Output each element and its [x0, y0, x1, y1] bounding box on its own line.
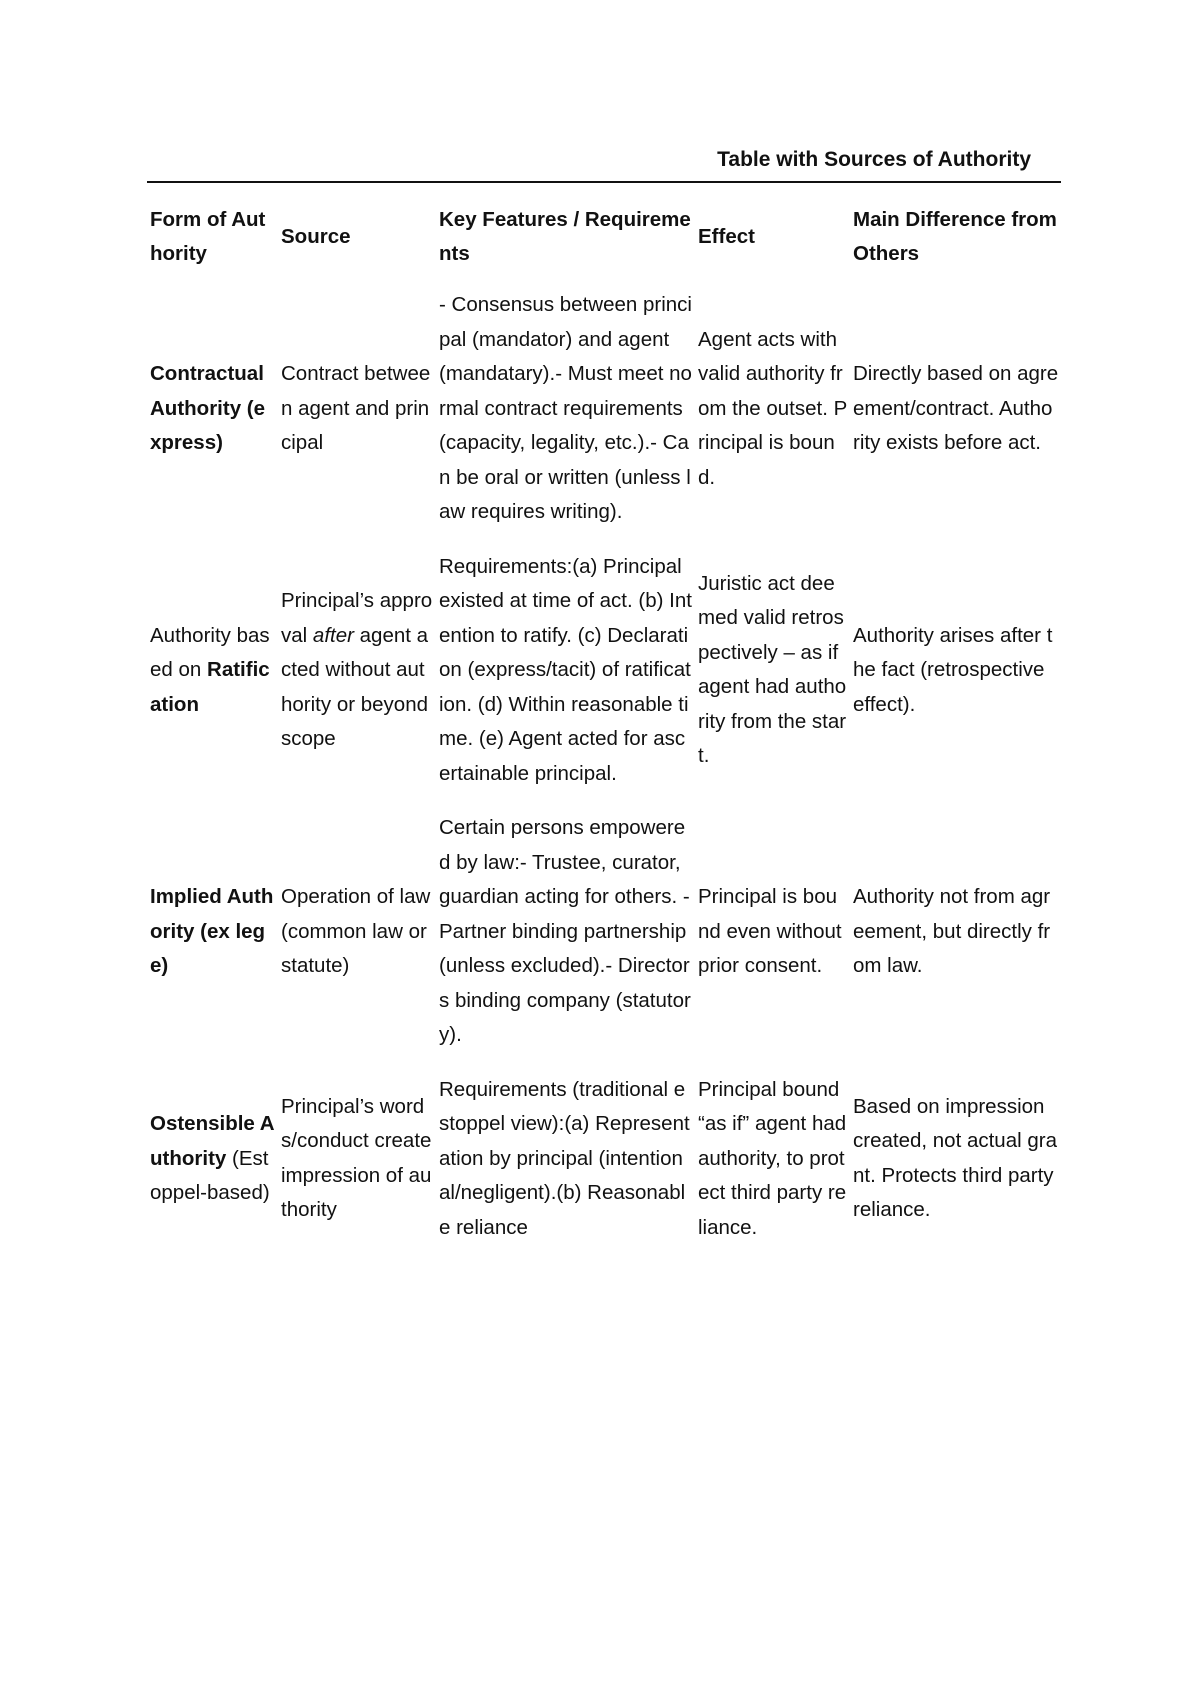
header-form-of-authority: Form of Authority — [150, 207, 266, 265]
cell-features: Requirements (traditional estoppel view):(a) Representation by principal (intentional/negligent).(b) Reasonable reliance — [439, 1077, 690, 1239]
form-label: Ostensible Authority — [150, 1112, 275, 1170]
header-main-difference: Main Difference from Others — [853, 207, 1057, 265]
table-row-contractual — [147, 282, 1061, 544]
source-text-after: agent acted without authority or beyond scope — [281, 623, 429, 750]
form-label-plain: Authority based on — [150, 623, 270, 681]
cell-form — [147, 1067, 278, 1260]
cell-source — [278, 544, 436, 806]
cell-difference: Based on impression created, not actual grant. Protects third party reliance. — [853, 1094, 1057, 1222]
cell-source: Contract between agent and principal — [281, 362, 431, 454]
table-row-ratification — [147, 544, 1061, 806]
cell-form — [147, 805, 278, 1067]
source-text-italic: after — [312, 623, 354, 647]
cell-form — [147, 544, 278, 806]
form-label: Contractual Authority (express) — [150, 362, 266, 454]
cell-effect: Agent acts with valid authority from the outset. Principal is bound. — [698, 327, 848, 489]
cell-features: Requirements:(a) Principal existed at time of act. (b) Intention to ratify. (c) Declaration (express/tacit) of ratification. (d) Within reasonable time. (e) Agent acted for ascertainable principal. — [439, 554, 692, 785]
cell-difference: Directly based on agreement/contract. Authority exists before act. — [853, 362, 1059, 454]
cell-effect: Principal bound “as if” agent had authority, to protect third party reliance. — [698, 1077, 847, 1239]
cell-difference: Authority not from agreement, but directly from law. — [853, 885, 1051, 977]
cell-features: - Consensus between principal (mandator) and agent (mandatary).- Must meet normal contract requirements (capacity, legality, etc.).- Can be oral or written (unless law requires writing). — [439, 293, 692, 523]
header-effect: Effect — [698, 224, 755, 248]
cell-form — [147, 282, 278, 544]
header-source: Source — [281, 224, 351, 248]
cell-features: Certain persons empowered by law:- Trustee, curator, guardian acting for others. - Partner binding partnership (unless excluded).- Directors binding company (statutory). — [439, 816, 691, 1046]
source-text-before: Principal’s approval — [281, 589, 433, 647]
form-label: Implied Authority (ex lege) — [150, 885, 274, 977]
table-row-ostensible — [147, 1067, 1061, 1260]
document-title: Table with Sources of Authority — [717, 148, 1031, 171]
cell-difference: Authority arises after the fact (retrospective effect). — [853, 623, 1053, 716]
table-row-implied — [147, 805, 1061, 1067]
header-key-features: Key Features / Requirements — [439, 207, 691, 265]
form-label: Ratification — [150, 658, 270, 716]
cell-source: Operation of law (common law or statute) — [281, 885, 431, 977]
table-header-row — [147, 198, 1061, 282]
form-label-plain: (Estoppel-based) — [150, 1146, 270, 1204]
cell-source: Principal’s words/conduct create impression of authority — [281, 1094, 432, 1222]
sources-of-authority-table — [147, 198, 1061, 1259]
title-rule — [147, 181, 1061, 183]
cell-effect: Principal is bound even without prior consent. — [698, 885, 842, 977]
cell-effect: Juristic act deemed valid retrospectively – as if agent had authority from the start. — [698, 571, 847, 768]
